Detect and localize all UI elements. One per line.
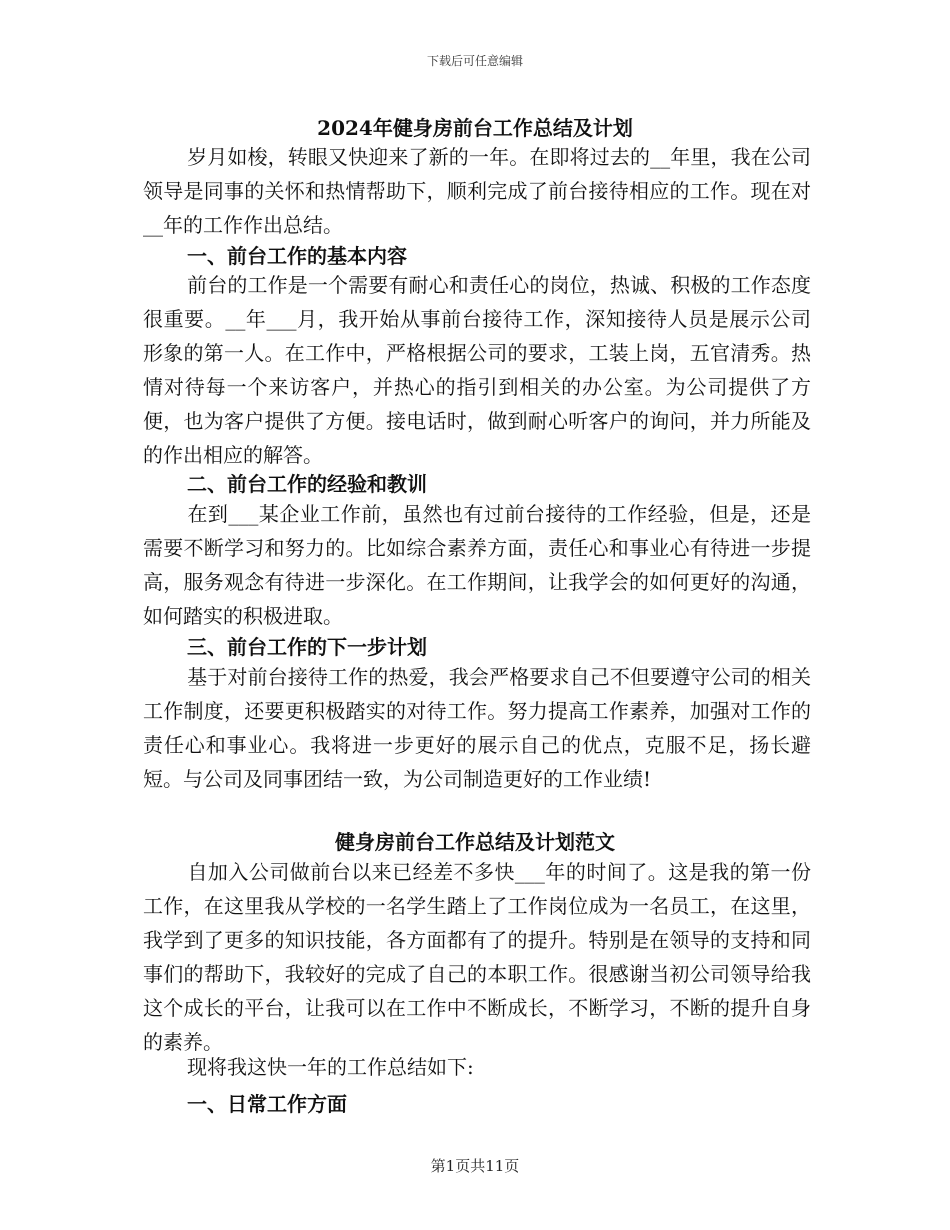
page-header: 下载后可任意编辑 bbox=[426, 54, 523, 68]
page-footer: 第1页共11页 bbox=[430, 1157, 520, 1175]
paragraph-second-intro-text: 自加入公司做前台以来已经差不多快___年的时间了。这是我的第一份工作，在这里我从学校的一名学生踏上了工作岗位成为一名员工，在这里，我学到了更多的知识技能，各方面都有了的提升。特别是在领导的支持和同事们的帮助下，我较好的完成了自己的本职工作。很感谢当初公司领导给我这个成长的平台，让我可以在工作中不断成长，不断学习，不断的提升自身的素养。 bbox=[143, 860, 811, 1054]
paragraph-summary-lead bbox=[143, 1050, 811, 1084]
paragraph-experience-text: 在到___某企业工作前，虽然也有过前台接待的工作经验，但是，还是需要不断学习和努力的。比如综合素养方面，责任心和事业心有待进一步提高，服务观念有待进一步深化。在工作期间，让我学会的如何更好的沟通，如何踏实的积极进取。 bbox=[143, 502, 811, 628]
paragraph-intro bbox=[143, 140, 811, 242]
paragraph-basic-content-text: 前台的工作是一个需要有耐心和责任心的岗位，热诚、积极的工作态度很重要。__年___月，我开始从事前台接待工作，深知接待人员是展示公司形象的第一人。在工作中，严格根据公司的要求，工装上岗，五官清秀。热情对待每一个来访客户，并热心的指引到相关的办公室。为公司提供了方便，也为客户提供了方便。接电话时，做到耐心听客户的询问，并力所能及的作出相应的解答。 bbox=[143, 273, 811, 467]
section-heading-3: 三、前台工作的下一步计划 bbox=[187, 635, 427, 659]
paragraph-basic-content bbox=[143, 268, 811, 472]
paragraph-intro-text: 岁月如梭，转眼又快迎来了新的一年。在即将过去的__年里，我在公司领导是同事的关怀和热情帮助下，顺利完成了前台接待相应的工作。现在对__年的工作作出总结。 bbox=[143, 145, 811, 237]
paragraph-plan bbox=[143, 660, 811, 796]
paragraph-second-intro bbox=[143, 855, 811, 1059]
section-heading-4: 一、日常工作方面 bbox=[187, 1092, 347, 1116]
section-heading-1: 一、前台工作的基本内容 bbox=[187, 244, 407, 268]
paragraph-summary-lead-text: 现将我这快一年的工作总结如下: bbox=[187, 1055, 474, 1079]
paragraph-plan-text: 基于对前台接待工作的热爱，我会严格要求自己不但要遵守公司的相关工作制度，还要更积极踏实的对待工作。努力提高工作素养，加强对工作的责任心和事业心。我将进一步更好的展示自己的优点，克服不足，扬长避短。与公司及同事团结一致，为公司制造更好的工作业绩! bbox=[143, 665, 811, 791]
section-heading-2: 二、前台工作的经验和教训 bbox=[187, 472, 427, 496]
document-title: 2024年健身房前台工作总结及计划 bbox=[317, 116, 633, 140]
document-subtitle: 健身房前台工作总结及计划范文 bbox=[335, 830, 615, 854]
paragraph-experience bbox=[143, 497, 811, 633]
